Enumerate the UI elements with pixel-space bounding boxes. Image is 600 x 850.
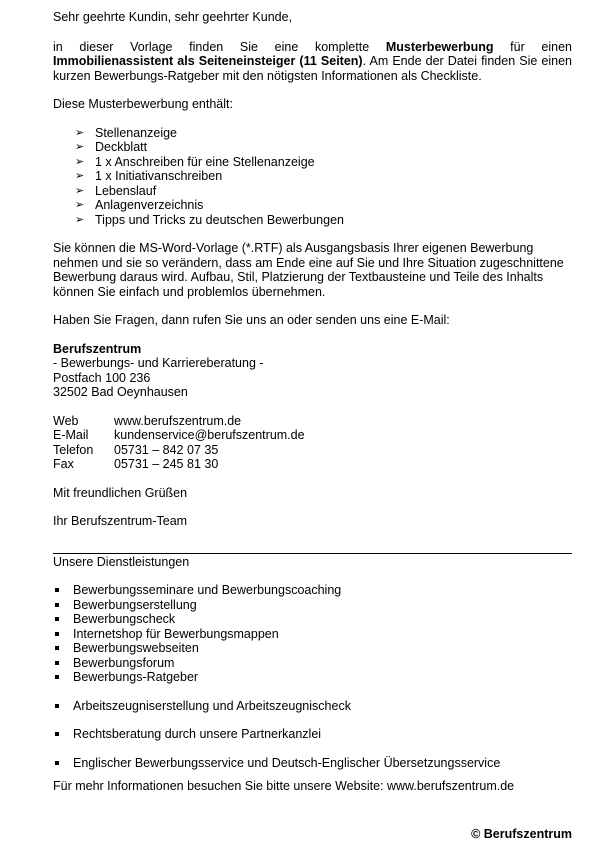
- list-item: Bewerbungscheck: [53, 612, 572, 627]
- signature: Ihr Berufszentrum-Team: [53, 514, 188, 528]
- list-item: ➢ Deckblatt: [75, 140, 572, 155]
- list-item: ➢ Anlagenverzeichnis: [75, 198, 572, 213]
- list-item: Bewerbungsseminare und Bewerbungscoaching: [53, 583, 572, 598]
- contact-row-web: [53, 414, 572, 429]
- list-item: ➢ Stellenanzeige: [75, 126, 572, 141]
- list-item: Bewerbungserstellung: [53, 598, 572, 613]
- intro-text-1: in dieser Vorlage finden Sie eine komplette: [53, 39, 386, 54]
- list-item: Bewerbungsforum: [53, 656, 572, 671]
- company-address: [53, 342, 572, 400]
- usage-paragraph: Sie können die MS-Word-Vorlage (*.RTF) als Ausgangsbasis Ihrer eigenen Bewerbung nehmen und sie so verändern, dass am Ende eine auf Sie und Ihre Situation zugeschnittene Bewerbung daraus wird. Aufbau, Stil, Platzierung der Textbausteine und Teile des Inhalts können Sie einfach und problemlos übernehmen.: [53, 241, 564, 299]
- salutation: Sehr geehrte Kundin, sehr geehrter Kunde,: [53, 10, 293, 24]
- phone-number: 05731 – 842 07 35: [114, 442, 219, 457]
- list-item: ➢ Tipps und Tricks zu deutschen Bewerbungen: [75, 213, 572, 228]
- address-line-2: 32502 Bad Oeynhausen: [53, 385, 188, 399]
- list-item: Englischer Bewerbungsservice und Deutsch-Englischer Übersetzungsservice: [53, 756, 572, 771]
- contact-label: Web: [53, 413, 79, 428]
- list-item: ➢ 1 x Anschreiben für eine Stellenanzeige: [75, 155, 572, 170]
- list-item: Internetshop für Bewerbungsmappen: [53, 627, 572, 642]
- contents-list: [53, 126, 572, 228]
- more-info: Für mehr Informationen besuchen Sie bitte unsere Website: www.berufszentrum.de: [53, 779, 515, 793]
- closing: Mit freundlichen Grüßen: [53, 485, 188, 500]
- company-tagline: - Bewerbungs- und Karriereberatung -: [53, 356, 264, 370]
- list-item: ➢ Lebenslauf: [75, 184, 572, 199]
- list-item: Arbeitszeugniserstellung und Arbeitszeugnischeck: [53, 699, 572, 714]
- contact-label: Fax: [53, 457, 74, 471]
- fax-number: 05731 – 245 81 30: [114, 457, 219, 471]
- contents-heading: Diese Musterbewerbung enthält:: [53, 97, 233, 111]
- list-item: Bewerbungswebseiten: [53, 641, 572, 656]
- services-heading: Unsere Dienstleistungen: [53, 554, 190, 569]
- intro-text-2: für einen: [493, 39, 572, 54]
- contact-table: [53, 414, 572, 472]
- contact-row-phone: [53, 443, 572, 458]
- divider: [53, 553, 572, 554]
- services-list-3: [53, 727, 572, 742]
- contact-row-fax: [53, 457, 572, 472]
- questions-paragraph: Haben Sie Fragen, dann rufen Sie uns an oder senden uns eine E-Mail:: [53, 313, 450, 327]
- email-link[interactable]: kundenservice@berufszentrum.de: [114, 428, 305, 442]
- list-item: Bewerbungs-Ratgeber: [53, 670, 572, 685]
- services-list-2: [53, 699, 572, 714]
- services-list-4: [53, 756, 572, 771]
- address-line-1: Postfach 100 236: [53, 370, 151, 385]
- list-item: ➢ 1 x Initiativanschreiben: [75, 169, 572, 184]
- intro-bold-1: Musterbewerbung: [385, 39, 494, 54]
- list-item: Rechtsberatung durch unsere Partnerkanzlei: [53, 727, 572, 742]
- contact-label: E-Mail: [53, 428, 89, 442]
- website-link[interactable]: www.berufszentrum.de: [114, 413, 242, 428]
- contact-row-email: [53, 428, 572, 443]
- contact-label: Telefon: [53, 442, 94, 457]
- document-page: [53, 10, 572, 794]
- company-name: Berufszentrum: [53, 341, 142, 356]
- services-list-1: [53, 583, 572, 685]
- intro-bold-2: Immobilienassistent als Seiteneinsteiger (11 Seiten): [53, 54, 363, 68]
- intro-paragraph: [53, 40, 572, 84]
- copyright: © Berufszentrum: [471, 827, 572, 841]
- intro-text-3: . Am Ende der Datei finden Sie einen kurzen Bewerbungs-Ratgeber mit den nötigsten Informationen als Checkliste.: [53, 54, 573, 83]
